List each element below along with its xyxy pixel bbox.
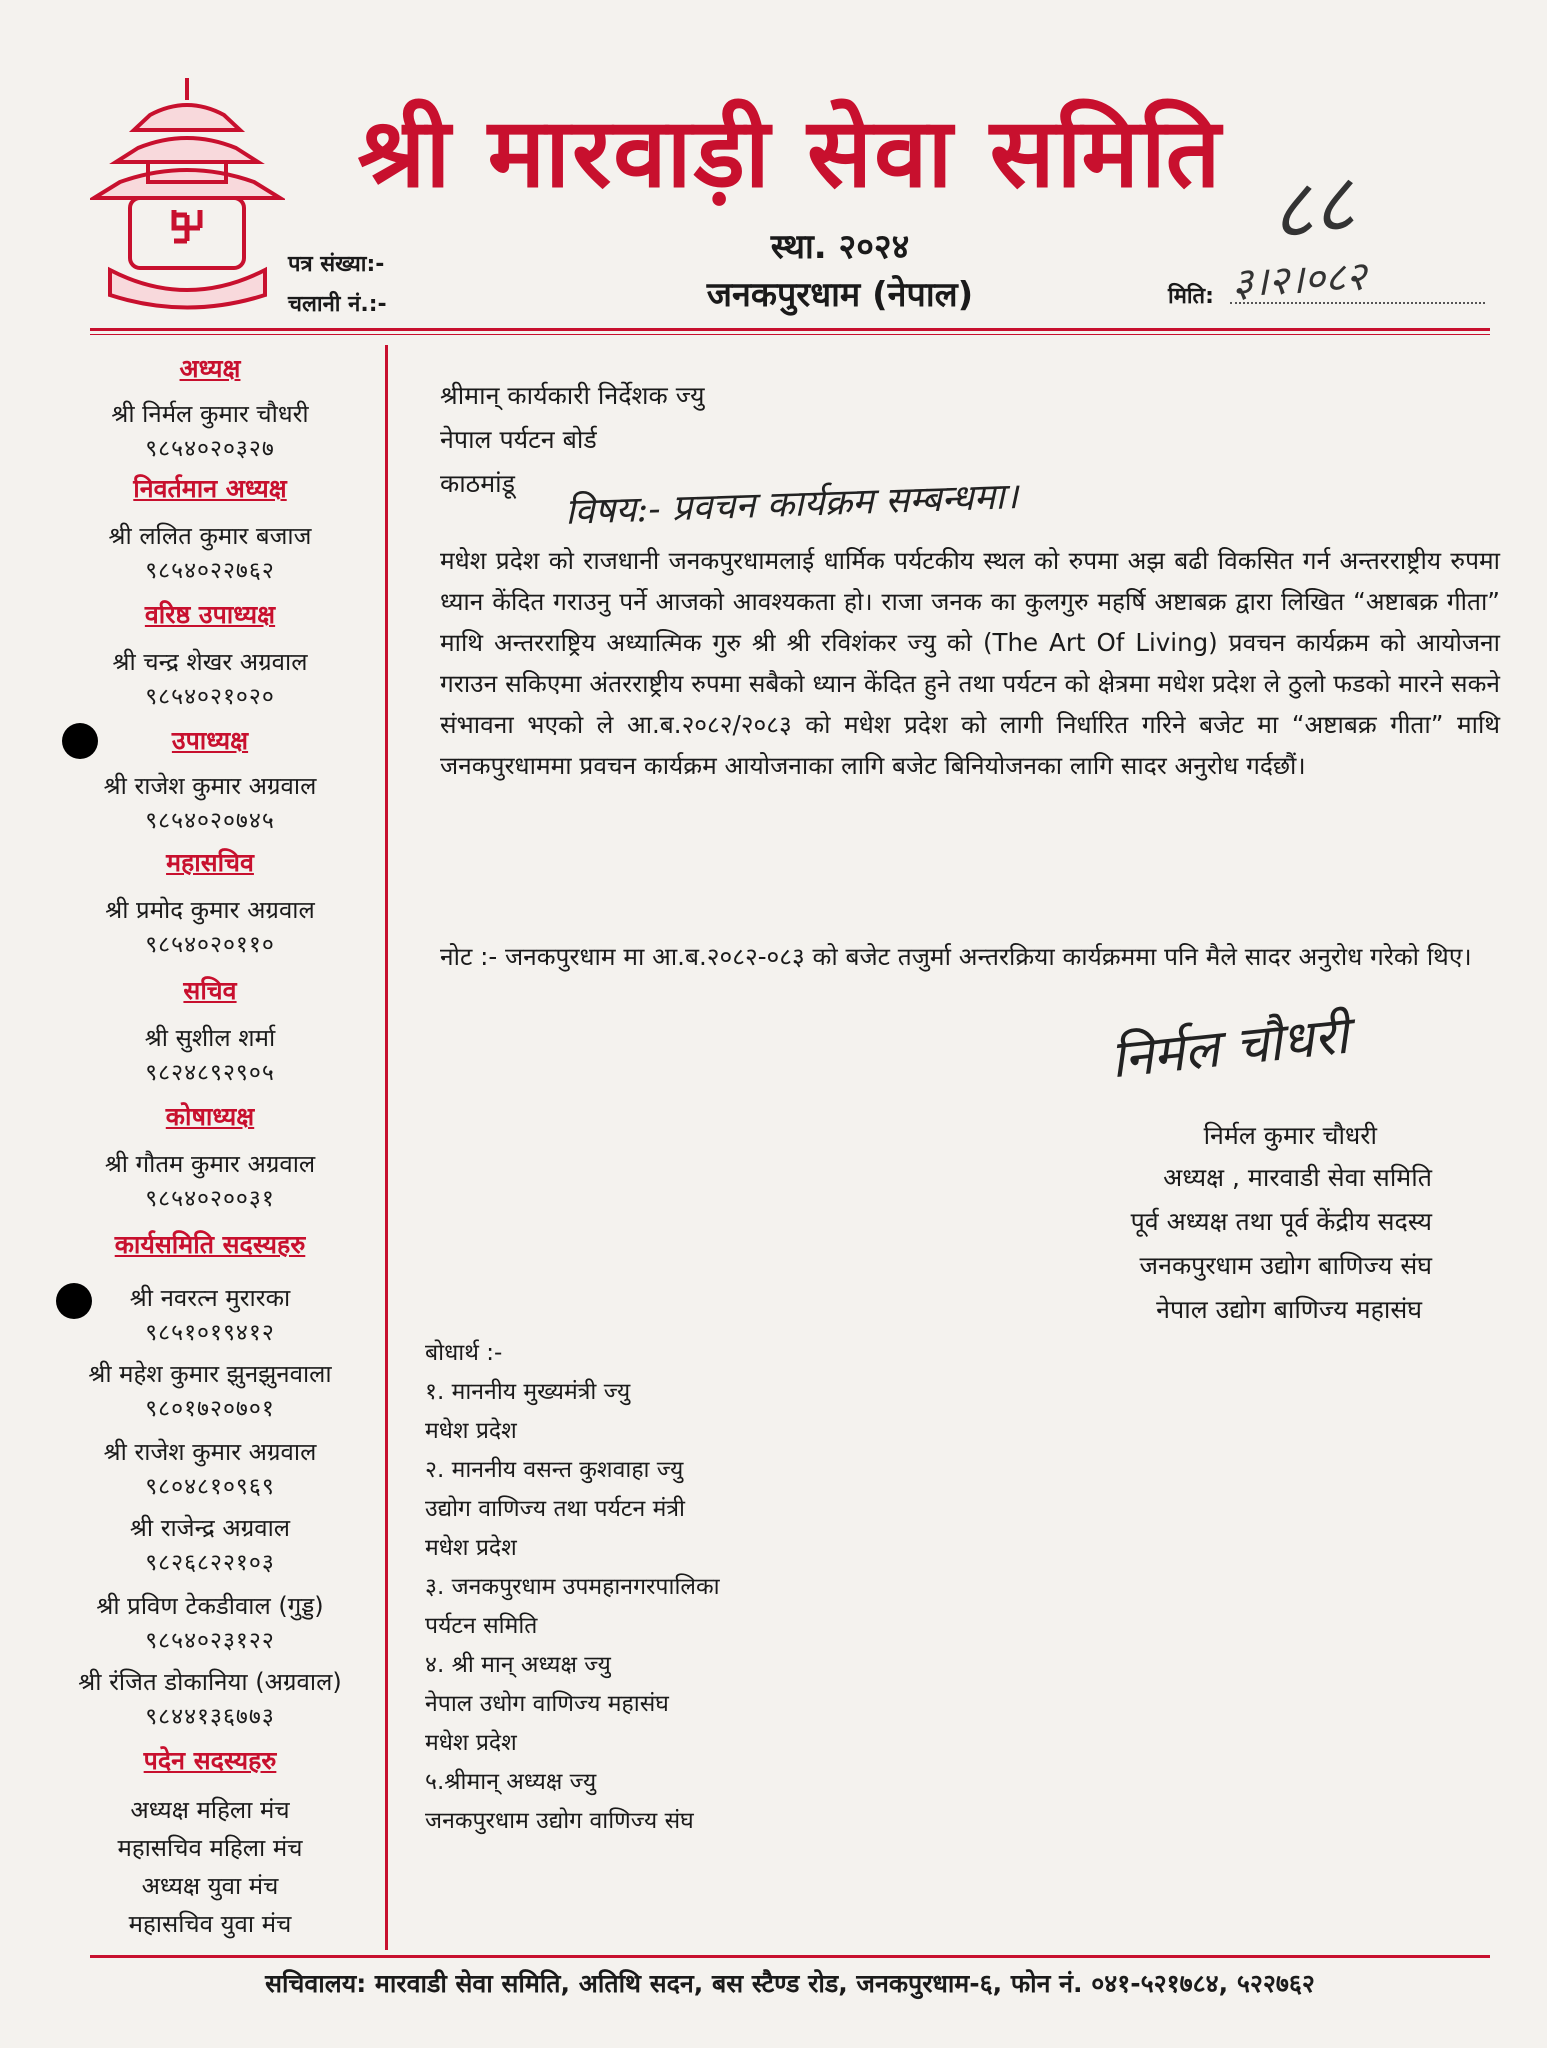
cc-line: पर्यटन समिति [425, 1613, 538, 1639]
organization-location: जनकपुरधाम (नेपाल) [706, 275, 974, 315]
member-phone: ९८०१७२०७०१ [145, 1396, 275, 1422]
established-year: स्था. २०२४ [770, 227, 910, 267]
section-title: वरिष्ठ उपाध्यक्ष [144, 600, 276, 629]
letter-number-label: पत्र संख्या:- [288, 252, 385, 277]
cc-label: बोधार्थ :- [425, 1340, 503, 1366]
member-phone: ९८२६८२२१०३ [145, 1550, 275, 1576]
member-name: श्री चन्द्र शेखर अग्रवाल [112, 648, 308, 676]
header-divider [90, 328, 1490, 331]
member-name: श्री राजेश कुमार अग्रवाल [103, 1438, 317, 1466]
section-title: निवर्तमान अध्यक्ष [133, 474, 287, 503]
member-phone: ९८५४०२१०२० [145, 684, 275, 710]
pagoda-logo-icon [90, 70, 285, 315]
section-title: उपाध्यक्ष [171, 726, 249, 755]
member-name: श्री रंजित डोकानिया (अग्रवाल) [78, 1668, 342, 1696]
ex-officio-member: महासचिव महिला मंच [117, 1834, 303, 1862]
handwritten-date: ३।२।०८२ [1231, 253, 1368, 307]
letter-note: नोट :- जनकपुरधाम मा आ.ब.२०८२-०८३ को बजेट तजुर्मा अन्तरक्रिया कार्यक्रममा पनि मैले सादर अनुरोध गरेको थिए। [440, 942, 1472, 971]
letter-body: मधेश प्रदेश को राजधानी जनकपुरधामलाई धार्मिक पर्यटकीय स्थल को रुपमा अझ बढी विकसित गर्न अन्तरराष्ट्रीय रुपमा ध्यान केंदित गराउनु पर्ने आजको आवश्यकता हो। राजा जनक का कुलगुरु महर्षि अष्टाबक्र द्वारा लिखित “अष्टाबक्र गीता” माथि अन्तरराष्ट्रिय अध्यात्मिक गुरु श्री श्री रविशंकर ज्यु को (The Art Of Living) प्रवचन कार्यक्रम को आयोजना गराउन सकिएमा अंतरराष्ट्रीय रुपमा सबैको ध्यान केंदित हुने तथा पर्यटन को क्षेत्रमा मधेश प्रदेश ले ठुलो फडको मारने सकने संभावना भएको ले आ.ब.२०८२/२०८३ को मधेश प्रदेश को लागी निर्धारित गरिने बजेट मा “अष्टाबक्र गीता” माथि जनकपुरधाममा प्रवचन कार्यक्रम आयोजनाका लागि बजेट बिनियोजनका लागि सादर अनुरोध गर्दछौं। [440, 546, 1500, 780]
cc-line: मधेश प्रदेश [425, 1535, 517, 1561]
member-phone: ९८४४१३६७७३ [145, 1704, 275, 1730]
member-name: श्री राजेश कुमार अग्रवाल [103, 772, 317, 800]
signatory-title: अध्यक्ष , मारवाडी सेवा समिति [1163, 1163, 1432, 1192]
ex-officio-member: अध्यक्ष युवा मंच [141, 1872, 279, 1900]
section-title: सचिव [183, 976, 237, 1005]
section-title: पदेन सदस्यहरु [143, 1746, 277, 1775]
cc-line: मधेश प्रदेश [425, 1730, 517, 1756]
ex-officio-member: महासचिव युवा मंच [128, 1910, 292, 1938]
signatory-title: पूर्व अध्यक्ष तथा पूर्व केंद्रीय सदस्य [1130, 1207, 1432, 1236]
member-name: श्री निर्मल कुमार चौधरी [111, 400, 309, 428]
recipient-line: नेपाल पर्यटन बोर्ड [440, 425, 597, 454]
section-title: कोषाध्यक्ष [165, 1102, 255, 1131]
cc-line: २. माननीय वसन्त कुशवाहा ज्यु [425, 1457, 684, 1483]
signatory-title: जनकपुरधाम उद्योग बाणिज्य संघ [1139, 1251, 1432, 1280]
member-phone: ९८२४८९२९०५ [145, 1060, 275, 1086]
member-name: श्री नवरत्न मुरारका [129, 1284, 291, 1312]
member-name: श्री गौतम कुमार अग्रवाल [104, 1150, 316, 1178]
member-phone: ९८५४०२०७४५ [145, 808, 275, 834]
member-phone: ९८५४०२३१२२ [145, 1628, 275, 1654]
date-label: मिति: [1168, 284, 1214, 309]
section-title: कार्यसमिति सदस्यहरु [114, 1230, 306, 1259]
header-divider-thin [90, 334, 1490, 335]
member-phone: ९८५४०२२७६२ [145, 558, 275, 584]
member-name: श्री महेश कुमार झुनझुनवाला [88, 1360, 332, 1388]
signatory-name: निर्मल कुमार चौधरी [1203, 1121, 1377, 1150]
member-phone: ९८५१०१९४१२ [145, 1320, 275, 1346]
sidebar-divider [385, 345, 388, 1950]
cc-line: उद्योग वाणिज्य तथा पर्यटन मंत्री [425, 1496, 686, 1522]
ex-officio-member: अध्यक्ष महिला मंच [130, 1796, 290, 1824]
organization-title: श्री मारवाड़ी सेवा समिति [357, 96, 1223, 209]
member-name: श्री सुशील शर्मा [144, 1024, 276, 1052]
member-name: श्री ललित कुमार बजाज [108, 522, 312, 550]
dispatch-number-label: चलानी नं.:- [288, 292, 387, 317]
letter-subject: विषय:- प्रवचन कार्यक्रम सम्बन्धमा। [564, 476, 1019, 533]
handwritten-signature: निर्मल चौधरी [1107, 1005, 1352, 1091]
member-phone: ९८५४०२००३१ [145, 1186, 275, 1212]
cc-line: ५.श्रीमान् अध्यक्ष ज्यु [425, 1769, 597, 1795]
section-title: महासचिव [166, 848, 254, 877]
recipient-line: श्रीमान् कार्यकारी निर्देशक ज्यु [440, 381, 705, 410]
member-name: श्री प्रमोद कुमार अग्रवाल [105, 896, 315, 924]
member-phone: ९८५४०२०११० [145, 932, 275, 958]
footer-divider [90, 1955, 1490, 1958]
member-name: श्री राजेन्द्र अग्रवाल [129, 1514, 291, 1542]
member-phone: ९८०४८१०९६९ [145, 1474, 275, 1500]
cc-line: जनकपुरधाम उद्योग वाणिज्य संघ [425, 1808, 694, 1834]
cc-line: नेपाल उधोग वाणिज्य महासंघ [425, 1691, 669, 1717]
secretariat-footer: सचिवालय: मारवाडी सेवा समिति, अतिथि सदन, बस स्टैण्ड रोड, जनकपुरधाम-६, फोन नं. ०४१-५२१७८४, ५२२७६२ [265, 1969, 1315, 1998]
signatory-title: नेपाल उद्योग बाणिज्य महासंघ [1156, 1295, 1422, 1324]
member-phone: ९८५४०२०३२७ [145, 436, 275, 462]
cc-line: मधेश प्रदेश [425, 1418, 517, 1444]
section-title: अध्यक्ष [179, 354, 241, 383]
member-name: श्री प्रविण टेकडीवाल (गुड्ड) [96, 1592, 324, 1620]
committee-sidebar [50, 345, 370, 1950]
recipient-line: काठमांडू [440, 469, 516, 498]
cc-line: १. माननीय मुख्यमंत्री ज्यु [425, 1379, 631, 1405]
cc-line: ३. जनकपुरधाम उपमहानगरपालिका [425, 1574, 720, 1600]
handwritten-number: ८८ [1264, 155, 1360, 260]
cc-line: ४. श्री मान् अध्यक्ष ज्यु [425, 1652, 611, 1678]
